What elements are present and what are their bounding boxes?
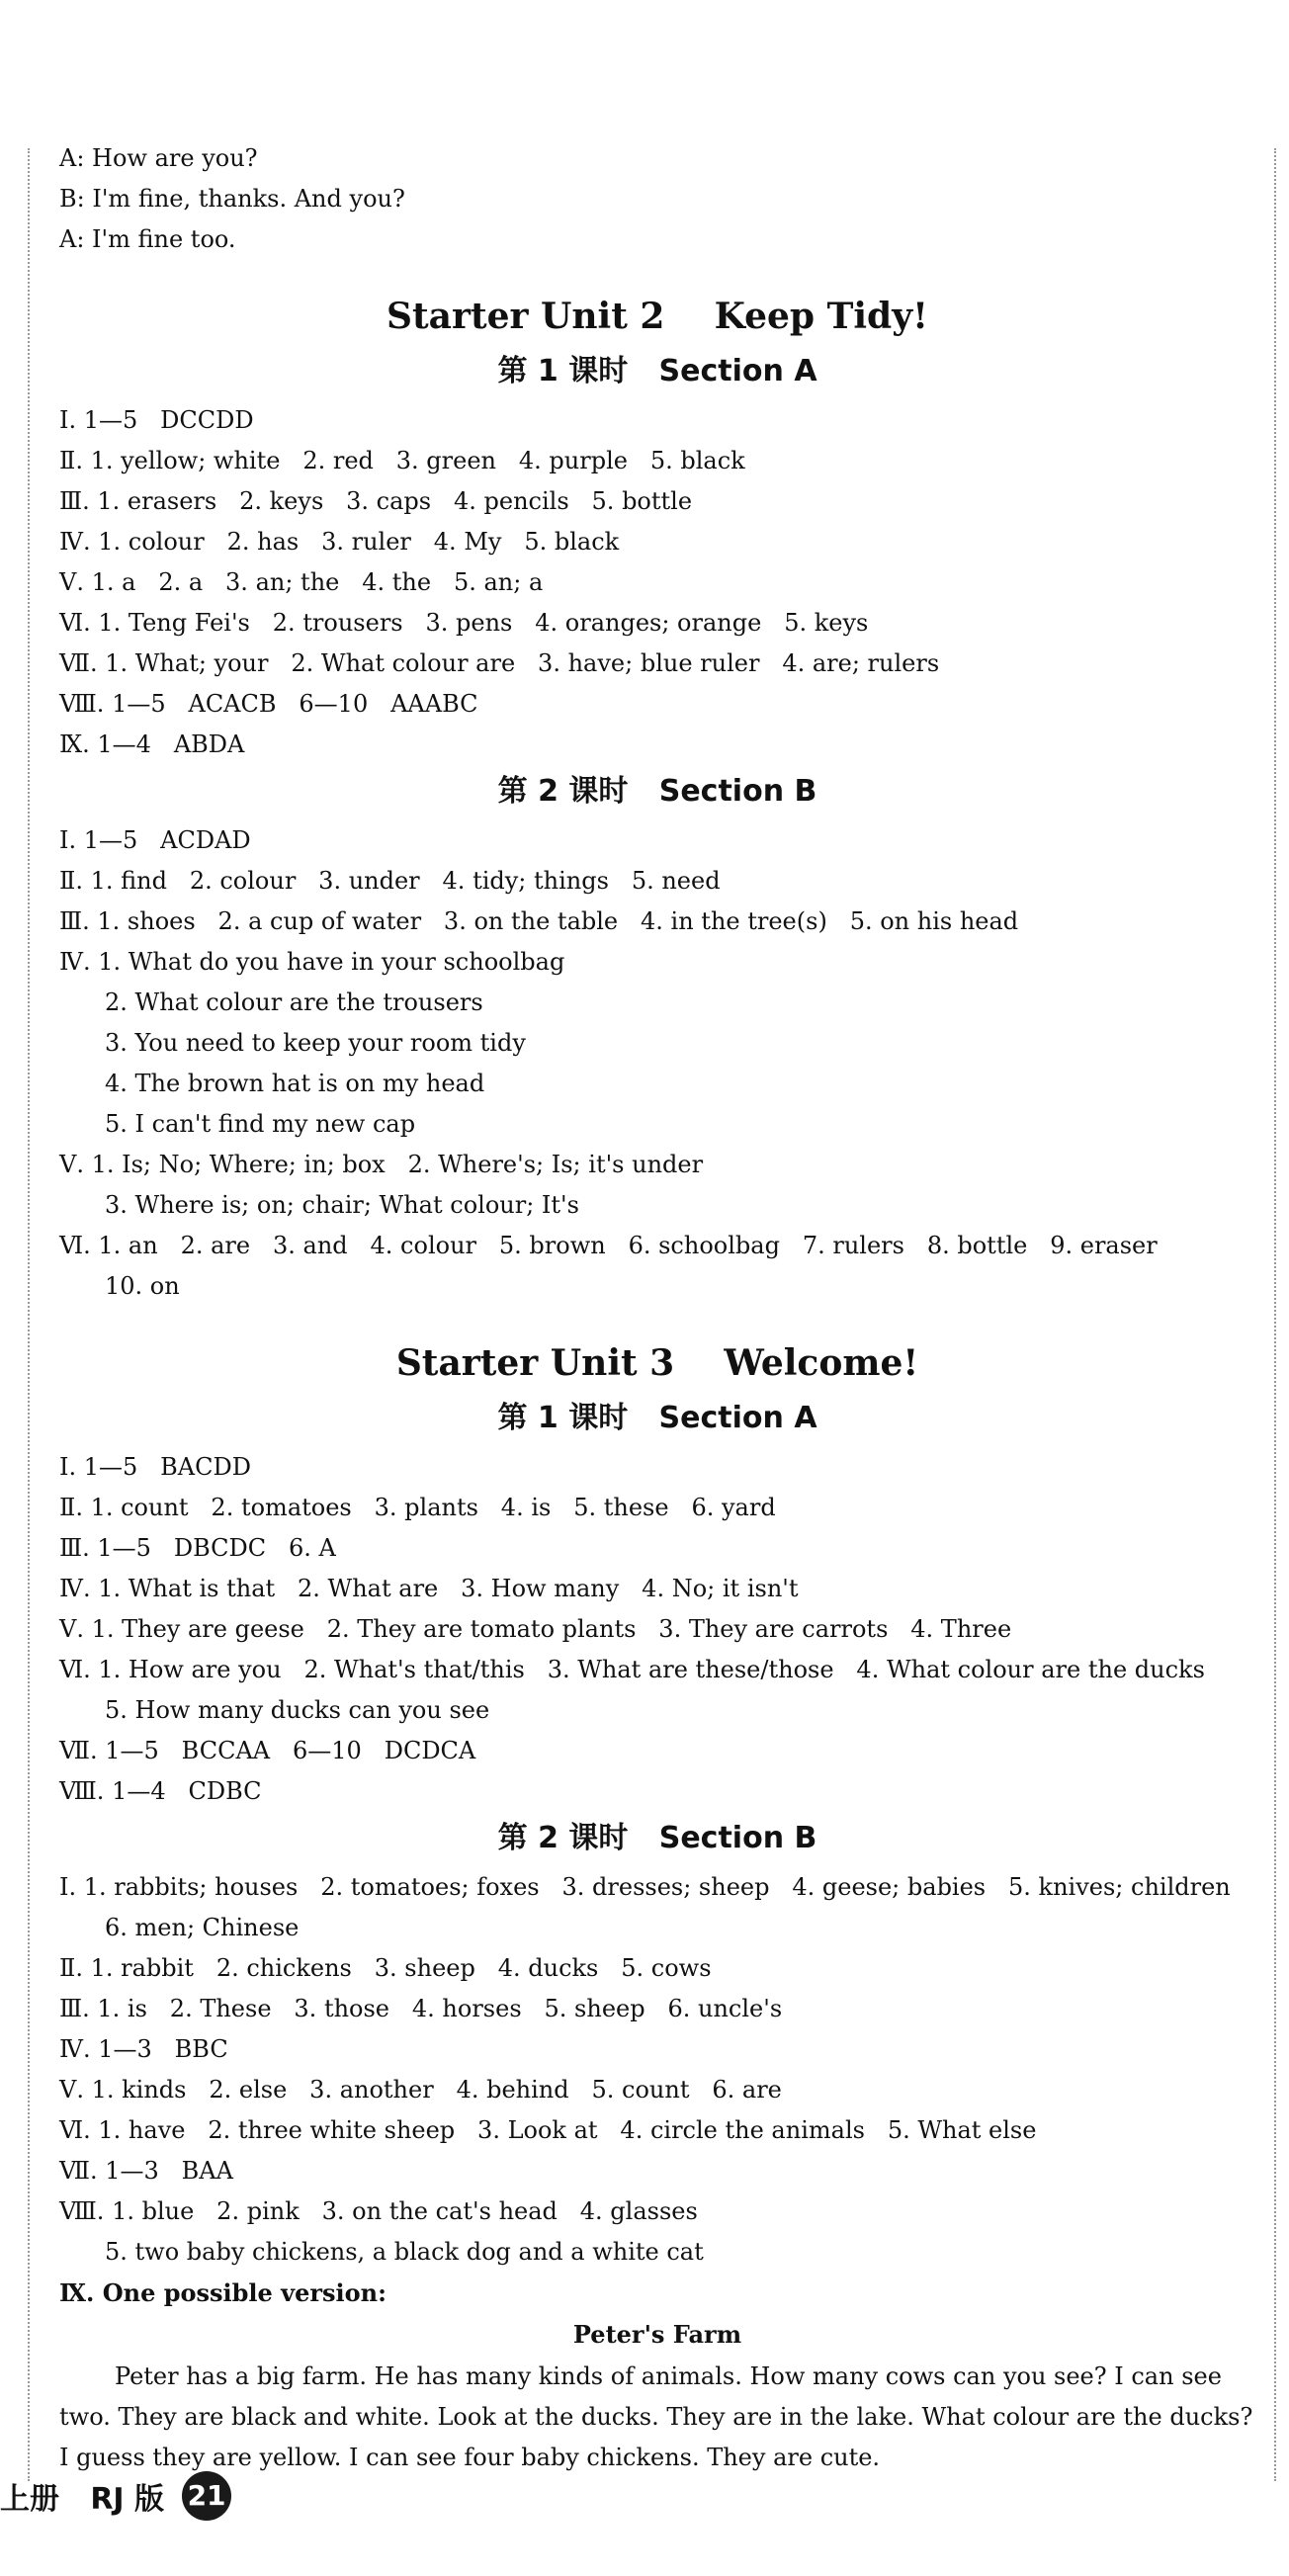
answer-line: Ⅴ. 1. They are geese 2. They are tomato plants 3. They are carrots 4. Three	[59, 1615, 1012, 1643]
answer-line: Ⅱ. 1. rabbit 2. chickens 3. sheep 4. ducks 5. cows	[59, 1954, 712, 1982]
answer-line: Ⅷ. 1—4 CDBC	[59, 1777, 262, 1805]
answer-line: Ⅴ. 1. Is; No; Where; in; box 2. Where's; Is; it's under	[59, 1151, 704, 1178]
section-title: 第 1 课时 Section A	[497, 1401, 817, 1435]
version-heading: Ⅸ. One possible version:	[59, 2278, 387, 2307]
answer-line: 10. on	[105, 1272, 180, 1300]
answer-line: Ⅴ. 1. kinds 2. else 3. another 4. behind 5. count 6. are	[59, 2076, 782, 2104]
section-title: 第 2 课时 Section B	[497, 774, 817, 809]
answer-line: 5. How many ducks can you see	[105, 1696, 490, 1724]
answer-line: Ⅶ. 1. What; your 2. What colour are 3. have; blue ruler 4. are; rulers	[59, 649, 940, 677]
answer-line: Ⅶ. 1—3 BAA	[59, 2157, 233, 2185]
page-footer	[0, 2471, 231, 2521]
answer-line: Ⅷ. 1—5 ACACB 6—10 AAABC	[59, 690, 478, 718]
answer-content	[59, 138, 1255, 2478]
answer-line: 4. The brown hat is on my head	[105, 1070, 485, 1097]
answer-line: Ⅱ. 1. count 2. tomatoes 3. plants 4. is 5. these 6. yard	[59, 1494, 776, 1521]
page-number-badge: 21	[182, 2471, 231, 2521]
unit-title: Starter Unit 2 Keep Tidy!	[387, 296, 928, 337]
answer-line: Ⅲ. 1—5 DBCDC 6. A	[59, 1534, 336, 1562]
answer-line: 2. What colour are the trousers	[105, 988, 483, 1016]
answer-line: 6. men; Chinese	[105, 1914, 300, 1941]
left-dotted-border	[28, 148, 30, 2481]
section-title: 第 2 课时 Section B	[497, 1821, 817, 1855]
answer-line: Ⅲ. 1. is 2. These 3. those 4. horses 5. sheep 6. uncle's	[59, 1995, 783, 2022]
answer-line: 5. I can't find my new cap	[105, 1110, 416, 1138]
answer-line: Ⅵ. 1. Teng Fei's 2. trousers 3. pens 4. oranges; orange 5. keys	[59, 609, 869, 637]
answer-line: 3. You need to keep your room tidy	[105, 1029, 526, 1057]
footer-label: 上册 RJ 版	[0, 2482, 165, 2517]
right-dotted-border	[1274, 148, 1276, 2481]
answer-line: 3. Where is; on; chair; What colour; It's	[105, 1191, 579, 1219]
answer-line: Ⅳ. 1. What is that 2. What are 3. How many 4. No; it isn't	[59, 1575, 799, 1602]
answer-line: Ⅰ. 1—5 ACDAD	[59, 826, 251, 854]
answer-line: Ⅳ. 1—3 BBC	[59, 2035, 228, 2063]
answer-line: Ⅴ. 1. a 2. a 3. an; the 4. the 5. an; a	[59, 568, 544, 596]
answer-line: Ⅵ. 1. How are you 2. What's that/this 3. What are these/those 4. What colour are the ducks	[59, 1656, 1205, 1683]
answer-line: Ⅲ. 1. erasers 2. keys 3. caps 4. pencils 5. bottle	[59, 487, 693, 515]
answer-line: Ⅳ. 1. What do you have in your schoolbag	[59, 948, 565, 976]
unit-title: Starter Unit 3 Welcome!	[395, 1342, 919, 1384]
essay-title: Peter's Farm	[572, 2320, 742, 2349]
dialog-line: A: I'm fine too.	[59, 225, 236, 253]
answer-line: Ⅰ. 1—5 BACDD	[59, 1453, 251, 1481]
essay-paragraph: Peter has a big farm. He has many kinds of animals. How many cows can you see? I can see two. They are black and white. Look at the ducks. They are in the lake. What colour are the ducks? I guess they are yellow. I can see four baby chickens. They are cute.	[59, 2362, 1253, 2471]
dialog-line: A: How are you?	[59, 144, 258, 172]
answer-line: Ⅷ. 1. blue 2. pink 3. on the cat's head 4. glasses	[59, 2197, 698, 2225]
answer-line: Ⅰ. 1—5 DCCDD	[59, 406, 254, 434]
answer-line: Ⅵ. 1. have 2. three white sheep 3. Look at 4. circle the animals 5. What else	[59, 2116, 1037, 2144]
answer-line: Ⅰ. 1. rabbits; houses 2. tomatoes; foxes 3. dresses; sheep 4. geese; babies 5. knives; children	[59, 1873, 1231, 1901]
answer-line: Ⅱ. 1. yellow; white 2. red 3. green 4. purple 5. black	[59, 447, 745, 474]
answer-line: Ⅸ. 1—4 ABDA	[59, 730, 245, 758]
answer-line: Ⅱ. 1. find 2. colour 3. under 4. tidy; things 5. need	[59, 867, 721, 895]
answer-line: 5. two baby chickens, a black dog and a white cat	[105, 2238, 704, 2266]
answer-line: Ⅶ. 1—5 BCCAA 6—10 DCDCA	[59, 1737, 476, 1764]
dialog-line: B: I'm fine, thanks. And you?	[59, 185, 405, 213]
answer-line: Ⅳ. 1. colour 2. has 3. ruler 4. My 5. black	[59, 528, 620, 556]
answer-line: Ⅲ. 1. shoes 2. a cup of water 3. on the table 4. in the tree(s) 5. on his head	[59, 907, 1019, 935]
section-title: 第 1 课时 Section A	[497, 354, 817, 388]
answer-line: Ⅵ. 1. an 2. are 3. and 4. colour 5. brown 6. schoolbag 7. rulers 8. bottle 9. eraser	[59, 1232, 1158, 1259]
